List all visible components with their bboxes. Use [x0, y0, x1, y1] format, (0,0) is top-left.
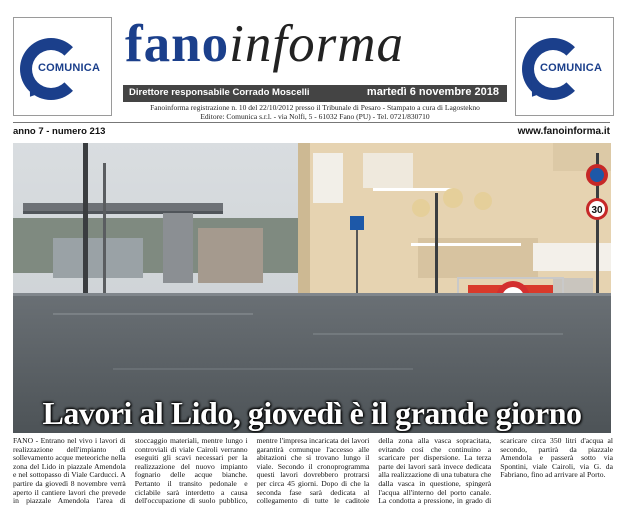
title-part-informa: informa [229, 15, 404, 73]
director-bar [123, 85, 507, 102]
title-part-fano: fano [125, 15, 230, 73]
comunica-logo-right [515, 17, 614, 116]
registration-info [125, 103, 505, 121]
issue-number: anno 7 - numero 213 [13, 126, 106, 137]
cover-photo [13, 143, 611, 433]
article-text: FANO - Entrano nel vivo i lavori di realizzazione dell'impianto di sollevamento acque meteoriche nella zona del Lido in piazzale Amendola e nel sottopasso di Viale Carducci. A partire da giovedì 8 novembre verrà aperto il cantiere lavori che prevede in piazzale Amendola l'area di stoccaggio materiali, mentre lungo i controviali di viale Cairoli verranno eseguiti gli scavi necessari per la realizzazione del nuovo impianto fognario delle acque bianche. Pertanto il transito pedonale e ciclabile sarà interdetto a causa dell'occupazione di suolo pubblico, mentre l'impresa incaricata dei lavori garantirà comunque l'accesso alle abitazioni che si trovano lungo il viale. Secondo il cronoprogramma questi lavori dovrebbero protrarsi per circa 45 giorni. Dopo di che la seconda fase sarà dedicata al collegamento di tutte le caditoie della zona alla vasca sopracitata, evitando così che continuino a scaricare per dispersione. La terza parte dei lavori sarà invece dedicata alla realizzazione di una tubatura che dalla vasca in questione, spingerà l'acqua all'interno del porto canale. La condotta a pressione, in grado di scaricare circa 350 litri d'acqua al secondo, partirà da piazzale Amendola e passerà sotto via Spontini, viale Cairoli, via G. da Fabriano, fino ad arrivare al Porto. [13, 437, 613, 506]
issue-date: martedì 6 novembre 2018 [366, 86, 499, 98]
director-name: Direttore responsabile Corrado Moscelli [129, 87, 310, 98]
comunica-logo-left [13, 17, 112, 116]
publisher-line: Editore: Comunica s.r.l. - via Nolfi, 5 - 61032 Fano (PU) - Tel. 0721/830710 [200, 112, 430, 121]
article-body [13, 437, 613, 508]
website-link[interactable]: www.fanoinforma.it [517, 126, 610, 137]
newspaper-title [125, 14, 505, 74]
flooded-street-photo [13, 143, 611, 433]
registration-line: Fanoinforma registrazione n. 10 del 22/10/2012 presso il Tribunale di Pesaro - Stampato a cura di Lagostekno [150, 103, 480, 112]
comunica-logo-text: COMUNICA [540, 62, 603, 74]
speed-limit-sign: 30 [591, 205, 603, 216]
headline: Lavori al Lido, giovedì è il grande giorno [42, 395, 582, 431]
comunica-logo-text: COMUNICA [38, 62, 101, 74]
